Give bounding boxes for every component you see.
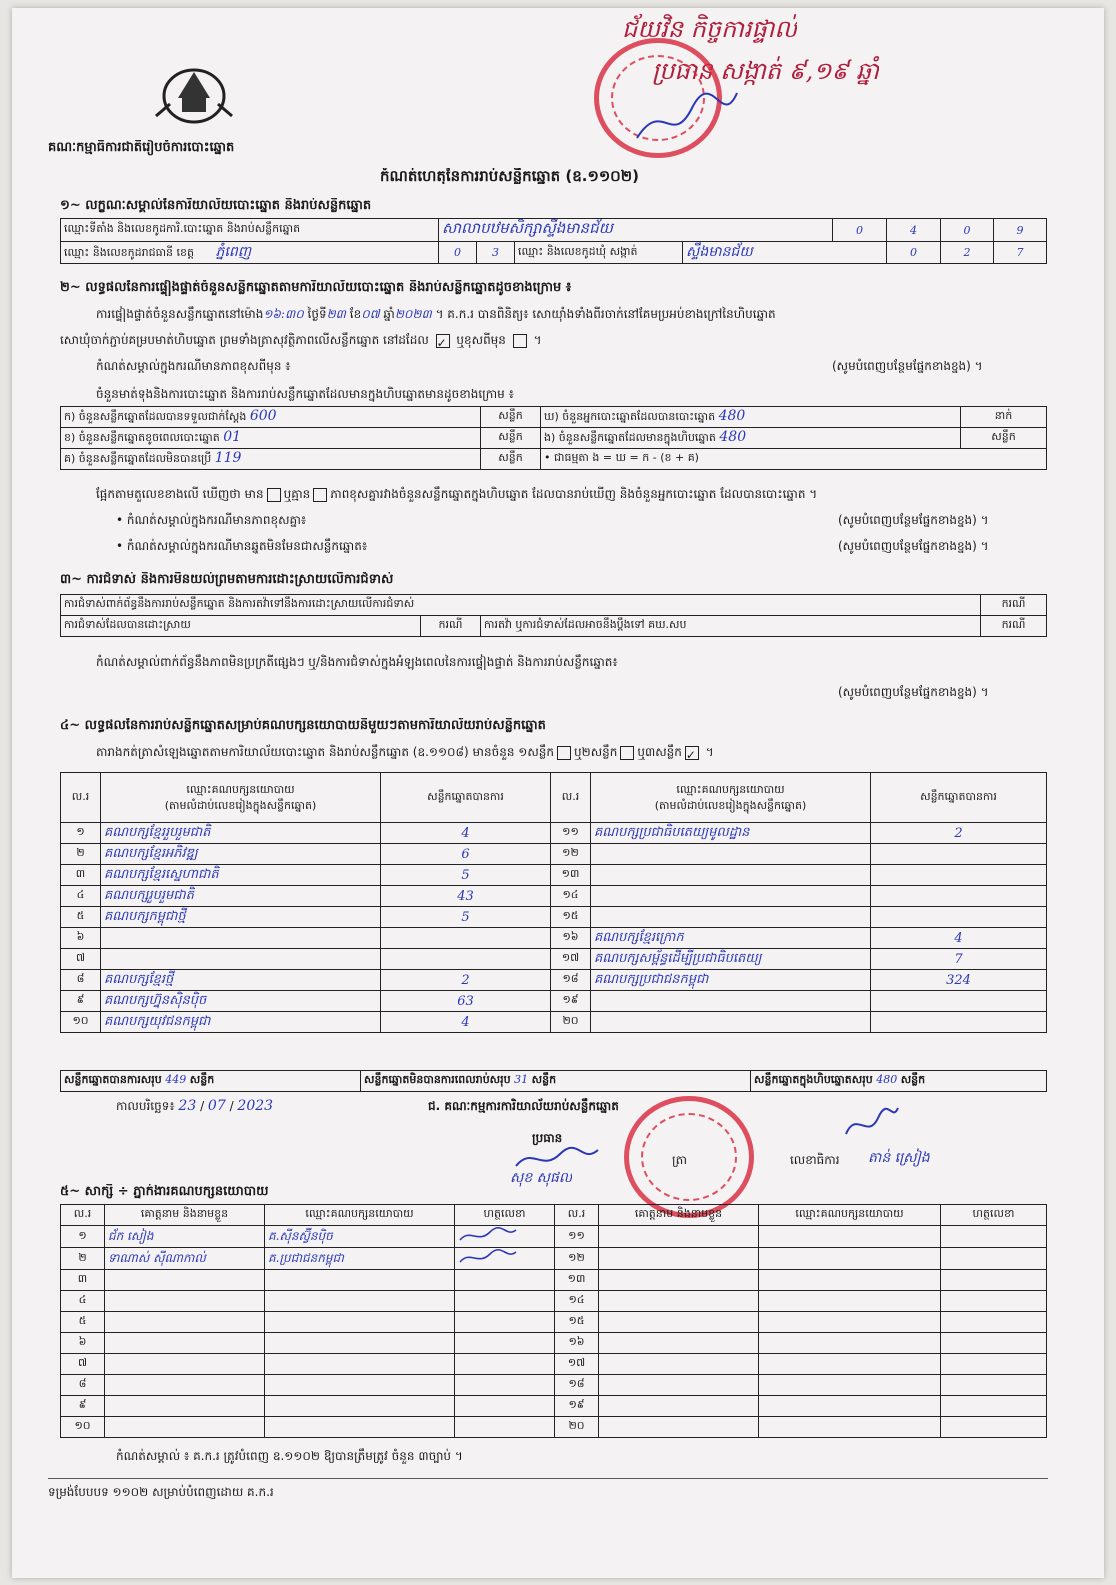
- spoiled-unit: សន្លឹក: [481, 428, 541, 449]
- right-party-header: ឈ្មោះគណបក្សនយោបាយ: [676, 782, 785, 796]
- voters-label: ឃ) ចំនួនអ្នកបោះឆ្នោតដែលបានបោះឆ្នោត: [544, 410, 716, 423]
- nec-emblem-icon: [148, 58, 240, 130]
- footnote: កំណត់សម្គាល់ ៖ គ.ក.រ ត្រូវបំពេញ ឧ.១១០២ ឱ្យបានត្រឹមត្រូវ ចំនួន ៣ច្បាប់ ។: [116, 1449, 463, 1463]
- date-line: កាលបរិច្ឆេទ៖ 23 / 07 / 2023: [116, 1098, 274, 1114]
- objection-table: [60, 594, 1047, 637]
- party-number: ៦: [61, 928, 101, 949]
- witness-number: ១៩: [555, 1396, 599, 1417]
- witness-name: [599, 1270, 759, 1291]
- official-stamp-bottom: [624, 1096, 754, 1218]
- party-name: គណបក្សខ្មែររួបរួមជាតិ: [101, 823, 381, 844]
- witness-name-header-right: គោត្តនាម និងនាមខ្លួន: [599, 1205, 759, 1226]
- totals-table: [60, 1070, 1047, 1092]
- different-checkbox[interactable]: [513, 334, 527, 348]
- irregularity-note: កំណត់សម្គាល់ពាក់ព័ន្ធនឹងភាពមិនប្រក្រតីផ្សេងៗ ឬ/និងការជំទាស់ក្នុងអំឡុងពេលនៃការផ្ទៀងផ្ទាត់ និងការរាប់សន្លឹកឆ្នោត៖: [96, 655, 618, 669]
- witness-name: [105, 1417, 265, 1438]
- witness-number: ៥: [61, 1312, 105, 1333]
- right-party-subheader: (តាមលំដាប់លេខរៀងក្នុងសន្លឹកឆ្នោត): [654, 798, 807, 812]
- section-5-title: ៥~ សាក្សី ÷ ភ្នាក់ងារគណបក្សនយោបាយ: [60, 1184, 269, 1199]
- party-number: ១៨: [551, 970, 591, 991]
- party-number: ១: [61, 823, 101, 844]
- right-votes-header: សន្លឹកឆ្នោតបានការ: [871, 773, 1047, 823]
- witness-signature-mark: [458, 1248, 518, 1266]
- witness-no-header-left: ល.រ: [61, 1205, 105, 1226]
- party-votes: [871, 991, 1047, 1012]
- form-page: [12, 8, 1104, 1578]
- witness-name-header-left: គោត្តនាម និងនាមខ្លួន: [105, 1205, 265, 1226]
- two-sheets-checkbox[interactable]: [620, 746, 634, 760]
- province-label: ឈ្មោះ និងលេខកូដរាជធានី ខេត្ត: [64, 246, 194, 259]
- party-votes: 2: [871, 823, 1047, 844]
- party-number: ៥: [61, 907, 101, 928]
- left-party-header: ឈ្មោះគណបក្សនយោបាយ: [186, 782, 295, 796]
- witness-name: [105, 1396, 265, 1417]
- discrepancy-text-2: ឬគ្មាន: [283, 487, 311, 501]
- results-table: [60, 772, 1047, 1033]
- witness-name: [105, 1291, 265, 1312]
- witness-party: [759, 1375, 941, 1396]
- results-row: [61, 1012, 1047, 1033]
- witness-party: [265, 1417, 455, 1438]
- three-sheets-checkbox[interactable]: ✓: [685, 746, 699, 760]
- discrepancy-line: [96, 486, 817, 502]
- unused-value: 119: [214, 450, 242, 466]
- witness-row: [61, 1417, 1047, 1438]
- witness-signature: [455, 1226, 555, 1248]
- office-code-3: 0: [941, 219, 994, 242]
- left-no-header: ល.រ: [61, 773, 101, 823]
- witness-party: [759, 1248, 941, 1270]
- formula-note: • ជាធម្មតា ង = ឃ = ក - (ខ + គ): [541, 449, 1047, 470]
- ballot-count-table: [60, 406, 1047, 470]
- party-votes: [871, 844, 1047, 865]
- witness-number: ២: [61, 1248, 105, 1270]
- witness-signature: [455, 1354, 555, 1375]
- different-label: ឬខុសពីមុន: [456, 333, 506, 347]
- difference-note-label: កំណត់សម្គាល់ក្នុងករណីមានភាពខុសពីមុន ៖: [96, 359, 291, 373]
- document-title: កំណត់ហេតុនៃការរាប់សន្លឹកឆ្នោត (ឧ.១១០២): [380, 168, 640, 184]
- witness-name: [599, 1375, 759, 1396]
- party-votes: [871, 907, 1047, 928]
- left-party-subheader: (តាមលំដាប់លេខរៀងក្នុងសន្លឹកឆ្នោត): [164, 798, 317, 812]
- party-votes: 4: [871, 928, 1047, 949]
- box-total-label: សន្លឹកឆ្នោតក្នុងហិបឆ្នោតសរុប: [754, 1073, 873, 1086]
- witness-party: [759, 1291, 941, 1312]
- no-discrepancy-checkbox[interactable]: [313, 488, 327, 502]
- spoiled-label: ខ) ចំនួនសន្លឹកឆ្នោតខូចពេលបោះឆ្នោត: [64, 431, 220, 444]
- witness-signature-mark: [458, 1226, 518, 1244]
- witness-signature: [455, 1417, 555, 1438]
- witness-party: [759, 1226, 941, 1248]
- tally-sheet-text: តារាងកត់ត្រាសំឡេងឆ្នោតតាមការិយាល័យបោះឆ្នោត និងរាប់សន្លឹកឆ្នោត (ឧ.១១០៨) មានចំនួន ១សន្លឹក: [96, 745, 554, 759]
- witness-name: [105, 1270, 265, 1291]
- witness-signature: [455, 1291, 555, 1312]
- seal-check-line: សោឃុំចាក់ភ្ជាប់គម្របមាត់ហិបឆ្នោត ព្រមទាំងត្រាសុវត្ថិភាពលើសន្លឹកឆ្នោត នៅដដែល ✓ ឬខុសពីមុន ។: [60, 333, 542, 348]
- witness-signature: [455, 1396, 555, 1417]
- invalid-total-unit: សន្លឹក: [531, 1073, 557, 1086]
- party-name: គណបក្សប្រជាធិបតេយ្យមូលដ្ឋាន: [591, 823, 871, 844]
- party-name: គណបក្សខ្មែរក្រោក: [591, 928, 871, 949]
- witness-name: [599, 1248, 759, 1270]
- witness-sig-header-right: ហត្ថលេខា: [941, 1205, 1047, 1226]
- witness-row: [61, 1270, 1047, 1291]
- party-name: គណបក្សខ្មែរស្នេហាជាតិ: [101, 865, 381, 886]
- witness-party: [265, 1333, 455, 1354]
- witness-number: ៦: [61, 1333, 105, 1354]
- party-votes: 7: [871, 949, 1047, 970]
- objection-case-2: ករណី: [421, 616, 481, 637]
- valid-total-unit: សន្លឹក: [189, 1073, 215, 1086]
- footer-text: ទម្រង់បែបបទ ១១០២ សម្រាប់បំពេញដោយ គ.ក.រ: [48, 1485, 274, 1499]
- party-number: ២: [61, 844, 101, 865]
- witness-signature: [941, 1375, 1047, 1396]
- witness-row: [61, 1248, 1047, 1270]
- received-unit: សន្លឹក: [481, 407, 541, 428]
- results-row: [61, 928, 1047, 949]
- in-box-label: ង) ចំនួនសន្លឹកឆ្នោតដែលមានក្នុងហិបឆ្នោត: [544, 431, 716, 444]
- witness-name: [599, 1417, 759, 1438]
- witness-row: [61, 1226, 1047, 1248]
- party-number: ៩: [61, 991, 101, 1012]
- same-checkbox[interactable]: ✓: [436, 334, 450, 348]
- witness-signature: [455, 1248, 555, 1270]
- verification-text: ។ គ.ក.រ បានពិនិត្យ៖ សោយ៉ាំងទាំងពីរចាក់នៅគែមប្រអប់ខាងក្រៅនៃហិបឆ្នោត: [435, 307, 776, 321]
- verification-time: ១៦:៣០: [263, 307, 304, 321]
- party-votes: [871, 865, 1047, 886]
- chair-name: សុខ សុផល: [510, 1170, 573, 1186]
- witness-name: [105, 1312, 265, 1333]
- section-4-title: ៤~ លទ្ធផលនៃការរាប់សន្លឹកឆ្នោតសម្រាប់គណបក្សនយោបាយនីមួយៗតាមការិយាល័យរាប់សន្លឹកឆ្នោត: [60, 718, 546, 733]
- witness-party: គ.ប្រជាជនកម្ពុជា: [265, 1248, 455, 1270]
- witness-row: [61, 1396, 1047, 1417]
- witness-signature: [941, 1291, 1047, 1312]
- party-number: ១៩: [551, 991, 591, 1012]
- witness-party: [265, 1396, 455, 1417]
- party-number: ១២: [551, 844, 591, 865]
- witness-signature: [941, 1270, 1047, 1291]
- party-votes: 6: [381, 844, 551, 865]
- party-number: ១១: [551, 823, 591, 844]
- witness-table: [60, 1204, 1047, 1438]
- received-label: ក) ចំនួនសន្លឹកឆ្នោតដែលបានទទួលជាក់ស្តែង: [64, 410, 247, 423]
- witness-number: ៣: [61, 1270, 105, 1291]
- objection-case-1: ករណី: [981, 595, 1047, 616]
- witness-row: [61, 1375, 1047, 1396]
- footer-divider: [48, 1478, 1048, 1479]
- party-number: ១៥: [551, 907, 591, 928]
- witness-party: [265, 1354, 455, 1375]
- witness-number: ៩: [61, 1396, 105, 1417]
- seal-check-text: សោឃុំចាក់ភ្ជាប់គម្របមាត់ហិបឆ្នោត ព្រមទាំងត្រាសុវត្ថិភាពលើសន្លឹកឆ្នោត នៅដដែល: [60, 333, 429, 347]
- party-name: គណបក្សហ្វ៊ុនស៊ិនប៉ិច: [101, 991, 381, 1012]
- witness-name: [105, 1333, 265, 1354]
- party-votes: 4: [381, 1012, 551, 1033]
- witness-name: [599, 1312, 759, 1333]
- discrepancy-text-1: ផ្អែកតាមតួលេខខាងលើ ឃើញថា មាន: [96, 487, 264, 501]
- date-day: 23: [178, 1098, 197, 1114]
- witness-party: [759, 1417, 941, 1438]
- section-1-table: [60, 218, 1047, 264]
- witness-number: ១២: [555, 1248, 599, 1270]
- witness-party: [759, 1396, 941, 1417]
- witness-party: [265, 1270, 455, 1291]
- witness-signature: [455, 1312, 555, 1333]
- witness-number: ១១: [555, 1226, 599, 1248]
- witness-party-header-right: ឈ្មោះគណបក្សនយោបាយ: [759, 1205, 941, 1226]
- top-handwritten-note-2: ប្រធាន សង្កាត់ ៩,១៩ ឆ្នាំ: [652, 57, 879, 85]
- party-number: ៣: [61, 865, 101, 886]
- office-code-1: 0: [833, 219, 887, 242]
- witness-party: [265, 1291, 455, 1312]
- witness-signature: [941, 1354, 1047, 1375]
- witness-number: ១៥: [555, 1312, 599, 1333]
- witness-number: ៤: [61, 1291, 105, 1312]
- box-total-value: 480: [876, 1073, 898, 1086]
- witness-number: ១: [61, 1226, 105, 1248]
- party-number: ៤: [61, 886, 101, 907]
- witness-number: ១៨: [555, 1375, 599, 1396]
- witness-name: [599, 1333, 759, 1354]
- in-box-unit: សន្លឹក: [961, 428, 1047, 449]
- non-ballot-note-label: • កំណត់សម្គាល់ក្នុងករណីមានឆ្នូតមិនមែនជាសន្លឹកឆ្នោត៖: [116, 539, 368, 553]
- appeal-objections: ការតវ៉ា ឬការជំទាស់ដែលអាចនឹងប្តឹងទៅ គឃ.សប: [481, 616, 981, 637]
- witness-number: ១៣: [555, 1270, 599, 1291]
- stamp-label: ត្រា: [672, 1153, 687, 1167]
- results-row: [61, 844, 1047, 865]
- commune-code-3: 7: [994, 242, 1047, 264]
- verification-month: ០៧: [361, 307, 380, 321]
- verification-day-label: ថ្ងៃទី: [307, 307, 327, 321]
- party-name: [101, 928, 381, 949]
- witness-name: [105, 1375, 265, 1396]
- witness-party: [265, 1375, 455, 1396]
- party-name: គណបក្សសម្ព័ន្ធដើម្បីប្រជាធិបតេយ្យ: [591, 949, 871, 970]
- witness-party: [265, 1312, 455, 1333]
- left-votes-header: សន្លឹកឆ្នោតបានការ: [381, 773, 551, 823]
- discrepancy-note-label: • កំណត់សម្គាល់ក្នុងករណីមានភាពខុសគ្នា៖: [116, 513, 307, 527]
- verification-year-label: ឆ្នាំ: [383, 307, 395, 321]
- party-name: [591, 865, 871, 886]
- commune-label: ឈ្មោះ និងលេខកូដឃុំ សង្កាត់: [515, 242, 683, 264]
- party-votes: 5: [381, 907, 551, 928]
- party-name: [591, 844, 871, 865]
- results-row: [61, 886, 1047, 907]
- party-number: ១០: [61, 1012, 101, 1033]
- witness-number: ១៤: [555, 1291, 599, 1312]
- valid-total-value: 449: [165, 1073, 187, 1086]
- party-name: គណបក្សប្រជាជនកម្ពុជា: [591, 970, 871, 991]
- fill-note-4: (សូមបំពេញបន្ថែមផ្នែកខាងខ្នង) ។: [838, 685, 989, 699]
- commune-value: ស្ទឹងមានជ័យ: [683, 242, 887, 264]
- witness-name: ជ័ក សៀង: [105, 1226, 265, 1248]
- party-name: គណបក្សរួបរួមជាតិ: [101, 886, 381, 907]
- party-votes: 4: [381, 823, 551, 844]
- witness-signature: [941, 1226, 1047, 1248]
- witness-signature: [941, 1396, 1047, 1417]
- results-row: [61, 949, 1047, 970]
- witness-party: គ.ស៊ីនស្វ៊ីនប៉ិច: [265, 1226, 455, 1248]
- commune-code-1: 0: [887, 242, 941, 264]
- witness-party-header-left: ឈ្មោះគណបក្សនយោបាយ: [265, 1205, 455, 1226]
- verification-month-label: ខែ: [349, 307, 362, 321]
- spoiled-value: 01: [223, 429, 242, 445]
- invalid-total-label: សន្លឹកឆ្នោតមិនបានការពេលរាប់សរុប: [364, 1073, 511, 1086]
- org-title: គណៈកម្មាធិការជាតិរៀបចំការបោះឆ្នោត: [48, 140, 235, 155]
- party-name: គណបក្សខ្មែរថ្មី: [101, 970, 381, 991]
- witness-number: ៨: [61, 1375, 105, 1396]
- party-name: [101, 949, 381, 970]
- two-sheets-label: ឬ២សន្លឹក: [574, 745, 618, 759]
- witness-name: [599, 1226, 759, 1248]
- invalid-total-value: 31: [514, 1073, 529, 1086]
- party-number: ២០: [551, 1012, 591, 1033]
- voters-unit: នាក់: [961, 407, 1047, 428]
- witness-row: [61, 1333, 1047, 1354]
- figures-intro: ចំនួនមាត់ទុងនិងការបោះឆ្នោត និងការរាប់សន្លឹកឆ្នោតដែលមានក្នុងហិបឆ្នោតមានដូចខាងក្រោម ៖: [96, 387, 514, 401]
- received-value: 600: [249, 408, 277, 424]
- section-3-title: ៣~ ការជំទាស់ និងការមិនយល់ព្រមតាមការដោះស្រាយលើការជំទាស់: [60, 572, 394, 587]
- results-row: [61, 865, 1047, 886]
- section-2-title: ២~ លទ្ធផលនៃការផ្ទៀងផ្ទាត់ចំនួនសន្លឹកឆ្នោតតាមការិយាល័យបោះឆ្នោត និងរាប់សន្លឹកឆ្នោតដូចខាងក្រោម ៖: [60, 280, 572, 295]
- verification-time-label: ការផ្ទៀងផ្ទាត់ចំនួនសន្លឹកឆ្នោតនៅម៉ោង: [96, 307, 264, 321]
- top-handwritten-note-1: ជ័យវិន កិច្ចការផ្ទាល់: [622, 15, 798, 43]
- has-discrepancy-checkbox[interactable]: [267, 488, 281, 502]
- witness-name: [599, 1291, 759, 1312]
- witness-signature: [941, 1333, 1047, 1354]
- results-row: [61, 907, 1047, 928]
- date-month: 07: [207, 1098, 226, 1114]
- party-votes: [871, 1012, 1047, 1033]
- party-name: [591, 1012, 871, 1033]
- witness-number: ១៦: [555, 1333, 599, 1354]
- party-number: ៧: [61, 949, 101, 970]
- discrepancy-text-3: ភាពខុសគ្នារវាងចំនួនសន្លឹកឆ្នោតក្នុងហិបឆ្នោត ដែលបានរាប់ឃើញ និងចំនួនអ្នកបោះឆ្នោត ដែលបានបោះឆ្នោត ។: [330, 487, 818, 501]
- party-name: គណបក្សខ្មែរអភិវឌ្ឍ: [101, 844, 381, 865]
- witness-number: ៧: [61, 1354, 105, 1375]
- section-1-title: ១~ លក្ខណៈសម្គាល់នៃការិយាល័យបោះឆ្នោត និងរាប់សន្លឹកឆ្នោត: [60, 198, 372, 213]
- one-sheet-checkbox[interactable]: [557, 746, 571, 760]
- province-code-2: 3: [477, 242, 515, 264]
- witness-signature: [455, 1333, 555, 1354]
- party-name: [591, 991, 871, 1012]
- right-no-header: ល.រ: [551, 773, 591, 823]
- fill-note-1: (សូមបំពេញបន្ថែមផ្នែកខាងខ្នង) ។: [832, 359, 983, 373]
- secretary-signature: [842, 1104, 902, 1144]
- secretary-label: លេខាធិការ: [790, 1153, 840, 1167]
- witness-signature: [455, 1375, 555, 1396]
- three-sheets-label: ឬ៣សន្លឹក: [637, 745, 682, 759]
- tally-sheet-line: តារាងកត់ត្រាសំឡេងឆ្នោតតាមការិយាល័យបោះឆ្នោត និងរាប់សន្លឹកឆ្នោត (ឧ.១១០៨) មានចំនួន ១សន្លឹក ឬ២សន្លឹក ឬ៣សន្លឹក ✓ ។: [96, 745, 714, 760]
- party-votes: 324: [871, 970, 1047, 991]
- objection-row-1: ការជំទាស់ពាក់ព័ន្ធនឹងការរាប់សន្លឹកឆ្នោត និងការតវ៉ាទៅនឹងការដោះស្រាយលើការជំទាស់: [61, 595, 981, 616]
- party-votes: 5: [381, 865, 551, 886]
- party-number: ១៤: [551, 886, 591, 907]
- party-votes: 63: [381, 991, 551, 1012]
- province-code-1: 0: [439, 242, 477, 264]
- witness-no-header-right: ល.រ: [555, 1205, 599, 1226]
- committee-title: ជ. គណៈកម្មការការិយាល័យរាប់សន្លឹកឆ្នោត: [428, 1099, 619, 1113]
- witness-signature: [941, 1312, 1047, 1333]
- party-votes: 43: [381, 886, 551, 907]
- witness-number: ១៧: [555, 1354, 599, 1375]
- witness-signature: [941, 1248, 1047, 1270]
- party-number: ១៣: [551, 865, 591, 886]
- results-row: [61, 823, 1047, 844]
- verification-paragraph: [96, 306, 1056, 322]
- office-label: ឈ្មោះទីតាំង និងលេខកូដការិ.បោះឆ្នោត និងរាប់សន្លឹកឆ្នោត: [61, 219, 439, 242]
- witness-party: [759, 1333, 941, 1354]
- date-year: 2023: [237, 1098, 274, 1114]
- unused-unit: សន្លឹក: [481, 449, 541, 470]
- party-votes: [381, 928, 551, 949]
- party-number: ១៦: [551, 928, 591, 949]
- party-votes: [381, 949, 551, 970]
- chair-label: ប្រធាន: [532, 1131, 563, 1145]
- party-votes: [871, 886, 1047, 907]
- verification-year: ២០២៣: [394, 307, 432, 321]
- unused-label: គ) ចំនួនសន្លឹកឆ្នោតដែលមិនបានប្រើ: [64, 452, 212, 465]
- office-value: សាលាបឋមសិក្សាស្ទឹងមានជ័យ: [439, 219, 833, 242]
- witness-name: [105, 1354, 265, 1375]
- box-total-unit: សន្លឹក: [900, 1073, 926, 1086]
- office-code-2: 4: [887, 219, 941, 242]
- party-name: គណបក្សកម្ពុជាថ្មី: [101, 907, 381, 928]
- fill-note-2: (សូមបំពេញបន្ថែមផ្នែកខាងខ្នង) ។: [838, 513, 989, 527]
- commune-code-2: 2: [941, 242, 994, 264]
- witness-party: [759, 1312, 941, 1333]
- witness-signature: [941, 1417, 1047, 1438]
- resolved-objections: ការជំទាស់ដែលបានដោះស្រាយ: [61, 616, 421, 637]
- witness-name: [599, 1354, 759, 1375]
- in-box-value: 480: [719, 429, 747, 445]
- results-row: [61, 970, 1047, 991]
- party-name: [591, 886, 871, 907]
- voters-value: 480: [718, 408, 746, 424]
- party-name: [591, 907, 871, 928]
- witness-party: [759, 1354, 941, 1375]
- province-value: ភ្នំពេញ: [215, 244, 252, 260]
- party-votes: 2: [381, 970, 551, 991]
- witness-number: ២០: [555, 1417, 599, 1438]
- signature-top: [632, 88, 742, 148]
- witness-number: ១០: [61, 1417, 105, 1438]
- witness-row: [61, 1354, 1047, 1375]
- witness-row: [61, 1312, 1047, 1333]
- valid-total-label: សន្លឹកឆ្នោតបានការសរុប: [64, 1073, 162, 1086]
- fill-note-3: (សូមបំពេញបន្ថែមផ្នែកខាងខ្នង) ។: [838, 539, 989, 553]
- witness-party: [759, 1270, 941, 1291]
- witness-sig-header-left: ហត្ថលេខា: [455, 1205, 555, 1226]
- results-row: [61, 991, 1047, 1012]
- witness-name: [599, 1396, 759, 1417]
- secretary-name: តាន់ ស្រៀង: [868, 1150, 930, 1166]
- witness-row: [61, 1291, 1047, 1312]
- witness-signature: [455, 1270, 555, 1291]
- verification-day: ២៣: [326, 307, 346, 321]
- witness-name: ទាណាស់ សុីណាកាល់: [105, 1248, 265, 1270]
- party-number: ១៧: [551, 949, 591, 970]
- office-code-4: 9: [994, 219, 1047, 242]
- date-label: កាលបរិច្ឆេទ៖: [116, 1099, 175, 1113]
- party-number: ៨: [61, 970, 101, 991]
- objection-case-3: ករណី: [981, 616, 1047, 637]
- party-name: គណបក្សយុវជនកម្ពុជា: [101, 1012, 381, 1033]
